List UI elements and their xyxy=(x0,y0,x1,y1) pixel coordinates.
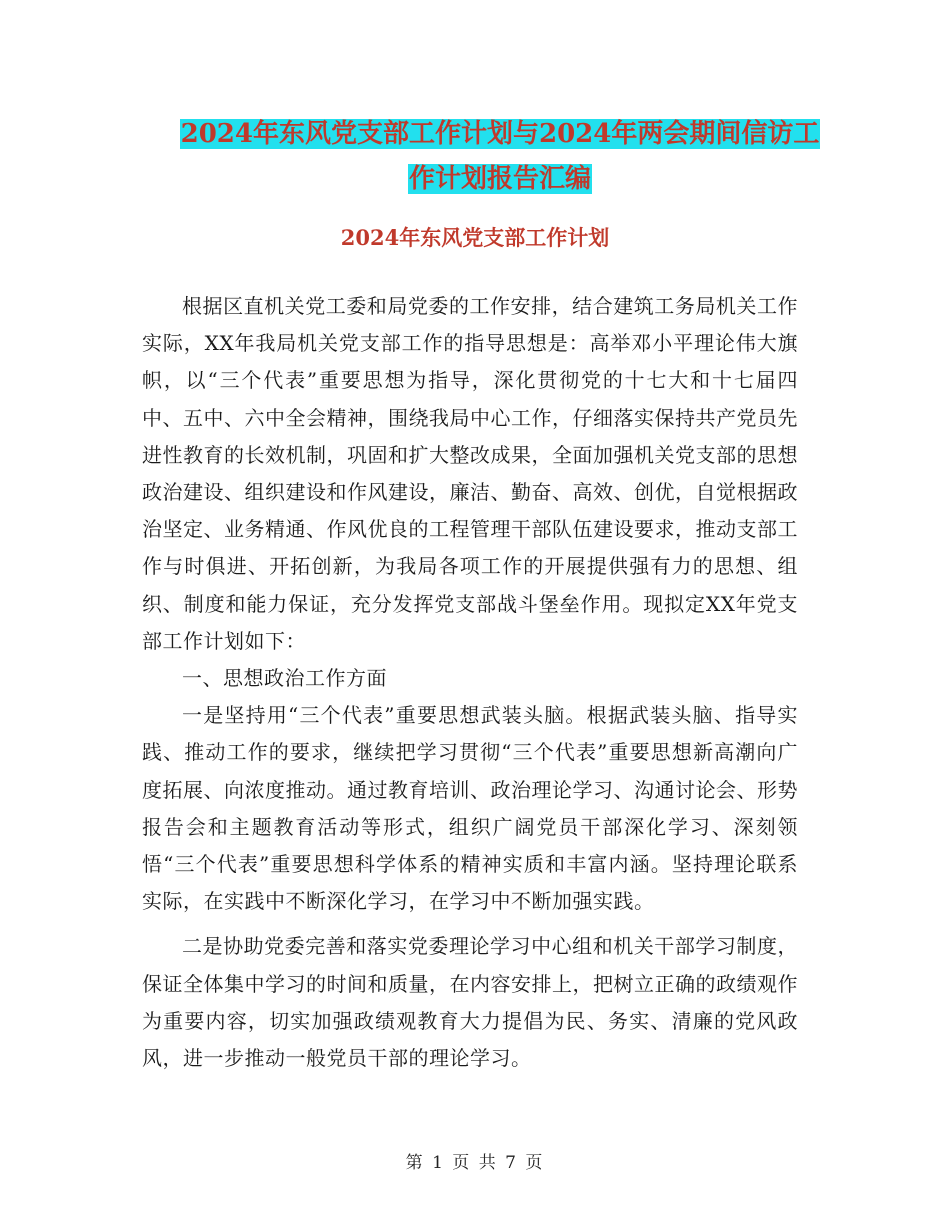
paragraph: 一是坚持用“三个代表”重要思想武装头脑。根据武装头脑、指导实践、推动工作的要求，继续把学习贯彻“三个代表”重要思想新高潮向广度拓展、向浓度推动。通过教育培训、政治理论学习、沟通讨论会、形势报告会和主题教育活动等形式，组织广阔党员干部深化学习、深刻领悟“三个代表”重要思想科学体系的精神实质和丰富内涵。坚持理论联系实际，在实践中不断深化学习，在学习中不断加强实践。 xyxy=(142,703,798,914)
page-footer: 第 1 页 共 7 页 xyxy=(405,1153,545,1173)
document-title-line-2: 作计划报告汇编 xyxy=(408,164,591,194)
paragraph: 二是协助党委完善和落实党委理论学习中心组和机关干部学习制度，保证全体集中学习的时间和质量，在内容安排上，把树立正确的政绩观作为重要内容，切实加强政绩观教育大力提倡为民、务实、清廉的党风政风，进一步推动一般党员干部的理论学习。 xyxy=(142,934,798,1071)
document-body xyxy=(142,288,798,1077)
paragraph: 根据区直机关党工委和局党委的工作安排，结合建筑工务局机关工作实际，XX年我局机关党支部工作的指导思想是：高举邓小平理论伟大旗帜，以“三个代表”重要思想为指导，深化贯彻党的十七大和十七届四中、五中、六中全会精神，围绕我局中心工作，仔细落实保持共产党员先进性教育的长效机制，巩固和扩大整改成果，全面加强机关党支部的思想政治建设、组织建设和作风建设，廉洁、勤奋、高效、创优，自觉根据政治坚定、业务精通、作风优良的工程管理干部队伍建设要求，推动支部工作与时俱进、开拓创新，为我局各项工作的开展提供强有力的思想、组织、制度和能力保证，充分发挥党支部战斗堡垒作用。现拟定XX年党支部工作计划如下： xyxy=(142,294,798,653)
section-title: 2024年东风党支部工作计划 xyxy=(340,225,610,250)
document-title-line-1: 2024年东风党支部工作计划与2024年两会期间信访工 xyxy=(180,119,820,149)
paragraph-heading: 一、思想政治工作方面 xyxy=(182,666,387,691)
document-title xyxy=(140,112,860,202)
